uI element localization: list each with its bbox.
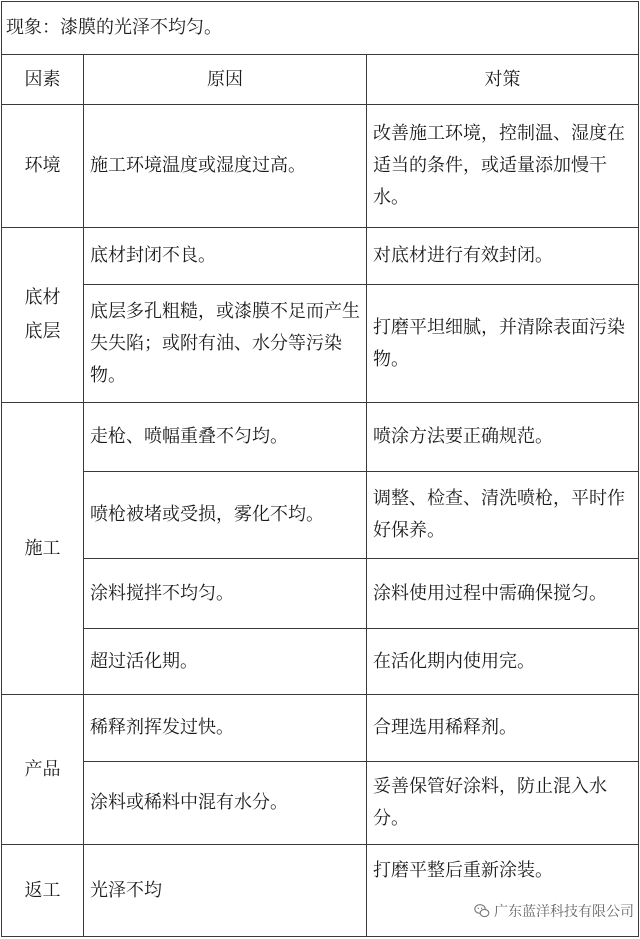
header-measure: 对策: [367, 55, 639, 105]
table-row: [2, 845, 639, 937]
measure-cell: 打磨平坦细腻，并清除表面污染物。: [367, 285, 639, 403]
table-row: [2, 403, 639, 472]
factor-cell: [2, 228, 84, 403]
phenomenon-title: 现象：漆膜的光泽不均匀。: [2, 2, 639, 55]
cause-cell: 超过活化期。: [84, 629, 367, 695]
measure-cell: 合理选用稀释剂。: [367, 695, 639, 762]
measure-cell: 喷涂方法要正确规范。: [367, 403, 639, 472]
cause-cell: 底材封闭不良。: [84, 228, 367, 285]
table-row: [2, 228, 639, 285]
table-row: [2, 472, 639, 559]
cause-cell: 光泽不均: [84, 845, 367, 937]
measure-cell: 打磨平整后重新涂装。: [367, 845, 639, 937]
factor-label: 底材底层: [24, 287, 61, 342]
factor-cell: 施工: [2, 403, 84, 695]
cause-cell: 施工环境温度或湿度过高。: [84, 105, 367, 228]
measure-cell: 涂料使用过程中需确保搅匀。: [367, 559, 639, 629]
header-row: [2, 55, 639, 105]
cause-cell: 底层多孔粗糙，或漆膜不足而产生失失陷；或附有油、水分等污染物。: [84, 285, 367, 403]
header-factor: 因素: [2, 55, 84, 105]
measure-cell: 对底材进行有效封闭。: [367, 228, 639, 285]
factor-cell: 产品: [2, 695, 84, 845]
table-row: [2, 559, 639, 629]
watermark: [474, 901, 634, 921]
table-row: [2, 762, 639, 845]
cause-cell: 稀释剂挥发过快。: [84, 695, 367, 762]
phenomenon-row: [2, 2, 639, 55]
measure-cell: 改善施工环境，控制温、湿度在适当的条件，或适量添加慢干水。: [367, 105, 639, 228]
table-row: [2, 105, 639, 228]
table-row: [2, 629, 639, 695]
cause-cell: 走枪、喷幅重叠不匀均。: [84, 403, 367, 472]
watermark-text: 广东蓝洋科技有限公司: [494, 904, 634, 920]
header-cause: 原因: [84, 55, 367, 105]
measure-cell: 在活化期内使用完。: [367, 629, 639, 695]
cause-cell: 涂料或稀料中混有水分。: [84, 762, 367, 845]
factor-cell: 环境: [2, 105, 84, 228]
factor-cell: 返工: [2, 845, 84, 937]
table-row: [2, 285, 639, 403]
wechat-icon: [474, 903, 490, 919]
cause-cell: 喷枪被堵或受损，雾化不均。: [84, 472, 367, 559]
defect-table: [1, 1, 639, 937]
cause-cell: 涂料搅拌不均匀。: [84, 559, 367, 629]
measure-cell: 妥善保管好涂料，防止混入水分。: [367, 762, 639, 845]
measure-cell: 调整、检查、清洗喷枪，平时作好保养。: [367, 472, 639, 559]
table-row: [2, 695, 639, 762]
